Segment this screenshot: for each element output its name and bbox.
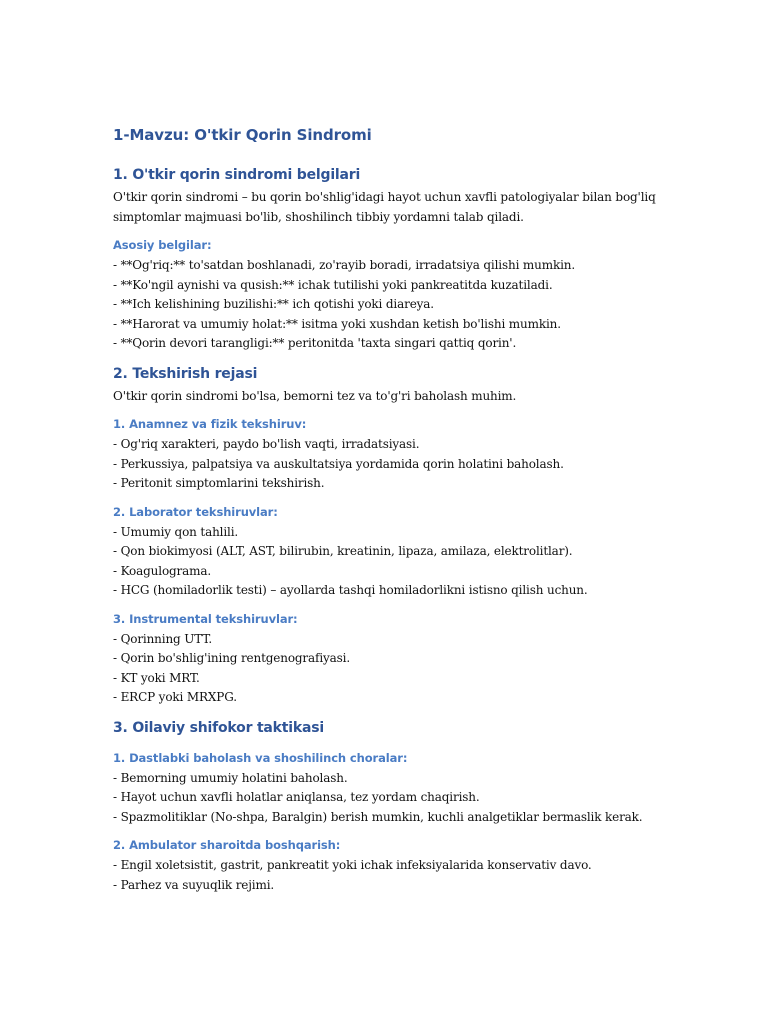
list-item: - KT yoki MRT. [113,670,200,685]
section-2-subheading-2: 2. Laborator tekshiruvlar: [113,504,278,519]
document-title: 1-Mavzu: O'tkir Qorin Sindromi [113,126,372,144]
section-2 [113,364,673,708]
section-1-heading: 1. O'tkir qorin sindromi belgilari [113,167,361,183]
section-2-heading: 2. Tekshirish rejasi [113,365,258,382]
list-item: - **Ko'ngil aynishi va qusish:** ichak tutilishi yoki pankreatitda kuzatiladi. [113,277,553,292]
section-1-list [113,256,673,354]
list-item: - Og'riq xarakteri, paydo bo'lish vaqti, irradatsiyasi. [113,437,420,451]
section-3 [113,718,673,896]
section-2-list-3 [113,630,673,708]
section-3-subheading-1: 1. Dastlabki baholash va shoshilinch choralar: [113,750,408,765]
list-item: - Perkussiya, palpatsiya va auskultatsiya yordamida qorin holatini baholash. [113,456,564,471]
list-item: - Parhez va suyuqlik rejimi. [113,877,275,892]
list-item: - **Harorat va umumiy holat:** isitma yoki xushdan ketish bo'lishi mumkin. [113,316,561,331]
list-item: - Qorin bo'shlig'ining rentgenografiyasi. [113,651,350,665]
section-2-paragraph: O'tkir qorin sindromi bo'lsa, bemorni tez va to'g'ri baholash muhim. [113,388,517,403]
section-2-subheading-3: 3. Instrumental tekshiruvlar: [113,611,298,626]
list-item: - Bemorning umumiy holatini baholash. [113,770,348,785]
section-1-paragraph-line-1: O'tkir qorin sindromi – bu qorin bo'shlig'idagi hayot uchun xavfli patologiyalar bilan bog'liq [113,190,656,204]
list-item: - ERCP yoki MRXPG. [113,690,237,704]
section-2-list-1 [113,435,673,494]
section-3-list-1 [113,769,673,828]
section-1-paragraph-line-2: simptomlar majmuasi bo'lib, shoshilinch tibbiy yordamni talab qiladi. [113,209,524,224]
list-item: - Qon biokimyosi (ALT, AST, bilirubin, kreatinin, lipaza, amilaza, elektrolitlar). [113,544,573,558]
section-3-heading: 3. Oilaviy shifokor taktikasi [113,719,324,736]
section-3-list-2 [113,856,673,895]
list-item: - Engil xoletsistit, gastrit, pankreatit yoki ichak infeksiyalarida konservativ davo. [113,858,592,872]
section-1-subheading: Asosiy belgilar: [113,238,212,252]
document-content [113,124,673,905]
section-2-subheading-1: 1. Anamnez va fizik tekshiruv: [113,417,307,431]
list-item: - **Og'riq:** to'satdan boshlanadi, zo'rayib boradi, irradatsiya qilishi mumkin. [113,258,576,272]
list-item: - Peritonit simptomlarini tekshirish. [113,476,325,490]
list-item: - Qorinning UTT. [113,631,213,646]
section-2-list-2 [113,523,673,601]
list-item: - Spazmolitiklar (No-shpa, Baralgin) berish mumkin, kuchli analgetiklar bermaslik kerak. [113,809,643,824]
list-item: - **Qorin devori tarangligi:** peritonitda 'taxta singari qattiq qorin'. [113,336,517,350]
section-1 [113,165,673,354]
list-item: - Hayot uchun xavfli holatlar aniqlansa, tez yordam chaqirish. [113,790,480,804]
list-item: - **Ich kelishining buzilishi:** ich qotishi yoki diareya. [113,297,434,311]
list-item: - Koagulograma. [113,563,212,578]
list-item: - HCG (homiladorlik testi) – ayollarda tashqi homiladorlikni istisno qilish uchun. [113,583,588,597]
section-3-subheading-2: 2. Ambulator sharoitda boshqarish: [113,838,341,852]
list-item: - Umumiy qon tahlili. [113,524,239,539]
